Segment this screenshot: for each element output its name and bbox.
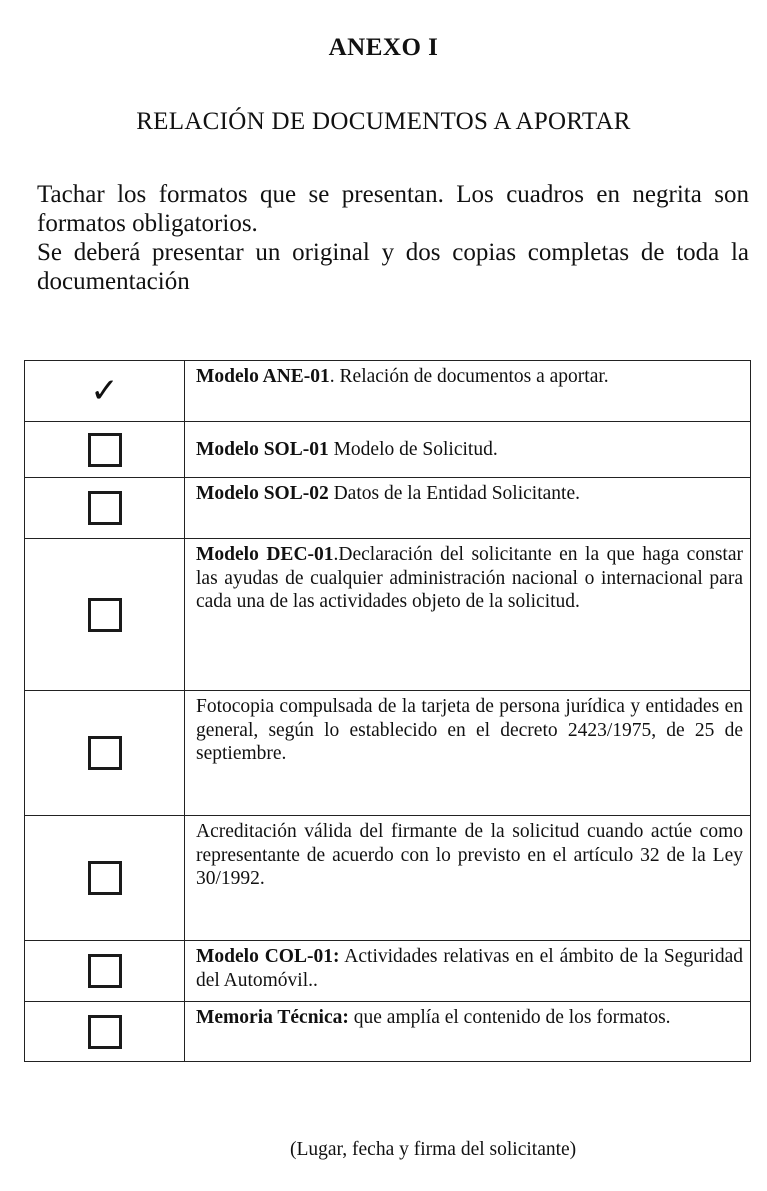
row-6-description (185, 816, 751, 941)
row-5-mark-cell (25, 691, 185, 816)
row-2-text: Modelo de Solicitud. (328, 439, 498, 461)
row-7-description (185, 941, 751, 1002)
table-row (25, 361, 751, 422)
row-4-description (185, 539, 751, 691)
row-8-description (185, 1002, 751, 1062)
row-2-model-code: Modelo SOL-01 (196, 439, 329, 461)
page-subtitle: RELACIÓN DE DOCUMENTOS A APORTAR (136, 108, 631, 135)
documents-table (24, 360, 751, 1062)
table-row (25, 422, 751, 478)
row-8-model-code: Memoria Técnica: (196, 1007, 349, 1028)
row-4-mark-cell (25, 539, 185, 691)
checkbox-icon[interactable] (88, 598, 122, 632)
row-7-model-code: Modelo COL-01: (196, 946, 340, 967)
checkbox-icon[interactable] (88, 1015, 122, 1049)
row-2-mark-cell (25, 422, 185, 478)
check-mark-icon[interactable]: ✓ (90, 370, 119, 411)
row-3-description (185, 478, 751, 539)
signature-line: (Lugar, fecha y firma del solicitante) (290, 1139, 577, 1160)
row-1-mark-cell (25, 361, 185, 422)
table-row (25, 816, 751, 941)
row-8-text: que amplía el contenido de los formatos. (348, 1007, 671, 1028)
table-row (25, 941, 751, 1002)
row-1-text: . Relación de documentos a aportar. (329, 366, 609, 387)
instructions-line-2: Se deberá presentar un original y dos copias completas de toda la documentación (37, 239, 749, 295)
row-6-mark-cell (25, 816, 185, 941)
row-8-mark-cell (25, 1002, 185, 1062)
instructions (37, 180, 749, 296)
table-row (25, 478, 751, 539)
checkbox-icon[interactable] (88, 861, 122, 895)
checkbox-icon[interactable] (88, 954, 122, 988)
row-3-text: Datos de la Entidad Solicitante. (328, 483, 580, 504)
row-5-description (185, 691, 751, 816)
table-row (25, 691, 751, 816)
checkbox-icon[interactable] (88, 491, 122, 525)
row-1-description (185, 361, 751, 422)
checkbox-icon[interactable] (88, 433, 122, 467)
row-3-model-code: Modelo SOL-02 (196, 483, 329, 504)
table-row (25, 539, 751, 691)
row-1-model-code: Modelo ANE-01 (196, 366, 330, 387)
row-2-description (185, 422, 751, 478)
page-title: ANEXO I (328, 34, 439, 61)
row-3-mark-cell (25, 478, 185, 539)
row-5-text: Fotocopia compulsada de la tarjeta de persona jurídica y entidades en general, según lo establecido en el decreto 2423/1975, de 25 de septiembre. (196, 696, 743, 764)
row-7-mark-cell (25, 941, 185, 1002)
table-row (25, 1002, 751, 1062)
checkbox-icon[interactable] (88, 736, 122, 770)
row-4-text: .Declaración del solicitante en la que haga constar las ayudas de cualquier administración nacional o internacional para cada una de las actividades objeto de la solicitud. (196, 544, 743, 612)
row-7-text: Actividades relativas en el ámbito de la Seguridad del Automóvil.. (196, 946, 744, 991)
instructions-line-1: Tachar los formatos que se presentan. Los cuadros en negrita son formatos obligatorios. (37, 181, 749, 237)
row-6-text: Acreditación válida del firmante de la solicitud cuando actúe como representante de acuerdo con lo previsto en el artículo 32 de la Ley 30/1992. (196, 821, 743, 889)
row-4-model-code: Modelo DEC-01 (196, 544, 334, 565)
